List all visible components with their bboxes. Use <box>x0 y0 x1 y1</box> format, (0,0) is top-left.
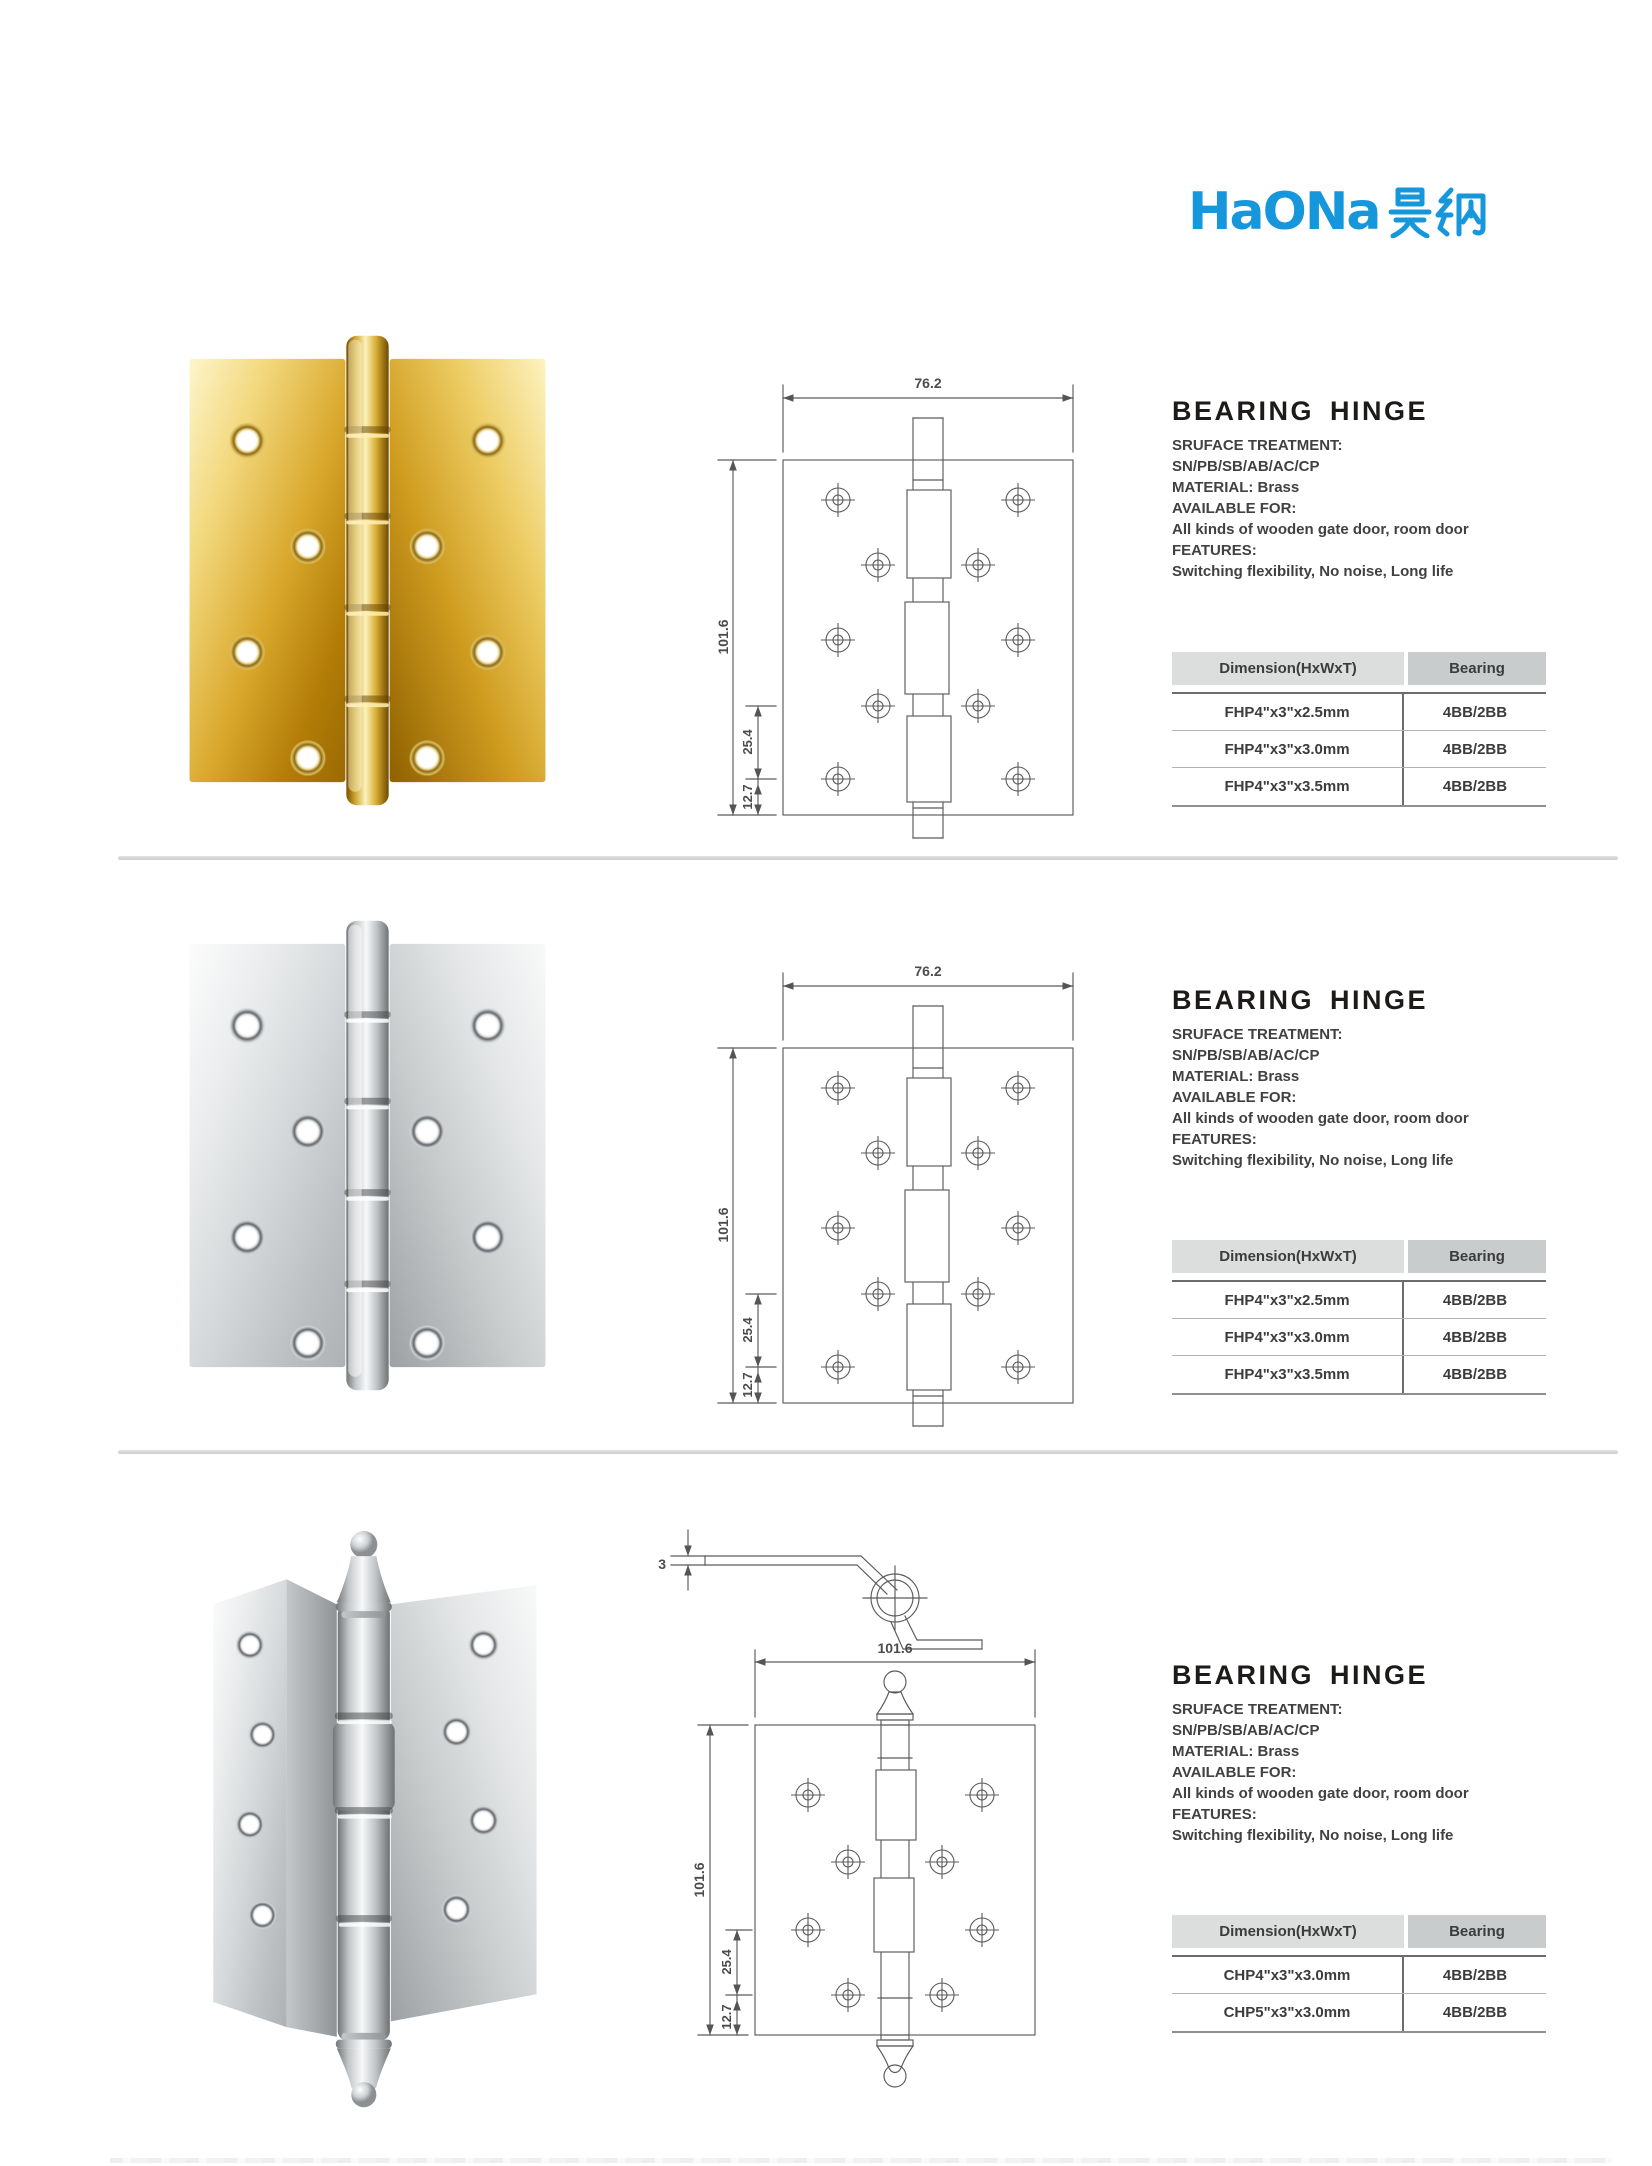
technical-drawing-crown-hinge <box>640 1490 1060 2110</box>
available-for-label: AVAILABLE FOR: <box>1172 500 1297 517</box>
table-row: FHP4"x3"x3.0mm 4BB/2BB <box>1172 731 1546 768</box>
dim-thickness: 3 <box>658 1556 666 1572</box>
col-header-bearing: Bearing <box>1408 1240 1546 1273</box>
page-bottom-cropped-content <box>110 2158 1612 2163</box>
dim-width: 76.2 <box>914 963 942 979</box>
available-for-value: All kinds of wooden gate door, room door <box>1172 521 1469 538</box>
drawing-front-view <box>691 1640 1035 2087</box>
spec-table-2 <box>1172 1240 1546 1395</box>
available-for-label: AVAILABLE FOR: <box>1172 1764 1297 1781</box>
section-title: BEARING HINGE <box>1172 396 1429 426</box>
dim-edge: 12.7 <box>740 1372 755 1398</box>
drawing-top-view <box>658 1530 982 1649</box>
dim-height: 101.6 <box>715 1207 731 1243</box>
dim-height: 101.6 <box>691 1862 707 1898</box>
features-label: FEATURES: <box>1172 542 1257 559</box>
dim-height: 101.6 <box>715 619 731 655</box>
section-title: BEARING HINGE <box>1172 985 1429 1015</box>
surface-treatment-label: SRUFACE TREATMENT: <box>1172 437 1343 454</box>
section-divider <box>118 1450 1618 1454</box>
product-photo-steel-hinge <box>175 915 560 1396</box>
available-for-label: AVAILABLE FOR: <box>1172 1089 1297 1106</box>
col-header-dimension: Dimension(HxWxT) <box>1172 1240 1404 1273</box>
material-line: MATERIAL: Brass <box>1172 479 1300 496</box>
table-row: FHP4"x3"x2.5mm 4BB/2BB <box>1172 694 1546 731</box>
table-row: FHP4"x3"x3.0mm 4BB/2BB <box>1172 1319 1546 1356</box>
table-row: FHP4"x3"x2.5mm 4BB/2BB <box>1172 1282 1546 1319</box>
technical-drawing-hinge-2 <box>688 928 1088 1428</box>
available-for-value: All kinds of wooden gate door, room door <box>1172 1785 1469 1802</box>
surface-treatment-value: SN/PB/SB/AB/AC/CP <box>1172 458 1320 475</box>
dim-pitch: 25.4 <box>740 1317 755 1343</box>
product-info-1 <box>1172 396 1632 582</box>
product-info-2 <box>1172 985 1632 1171</box>
surface-treatment-value: SN/PB/SB/AB/AC/CP <box>1172 1047 1320 1064</box>
surface-treatment-value: SN/PB/SB/AB/AC/CP <box>1172 1722 1320 1739</box>
table-row: FHP4"x3"x3.5mm 4BB/2BB <box>1172 768 1546 805</box>
spec-table-3 <box>1172 1915 1546 2033</box>
section-divider <box>118 856 1618 860</box>
material-line: MATERIAL: Brass <box>1172 1068 1300 1085</box>
dim-pitch: 25.4 <box>719 1949 734 1975</box>
surface-treatment-label: SRUFACE TREATMENT: <box>1172 1026 1343 1043</box>
product-photo-brass-hinge <box>175 330 560 811</box>
brand-logo-cn-glyphs <box>1385 186 1489 238</box>
available-for-value: All kinds of wooden gate door, room door <box>1172 1110 1469 1127</box>
features-value: Switching flexibility, No noise, Long life <box>1172 563 1454 580</box>
table-row: CHP4"x3"x3.0mm 4BB/2BB <box>1172 1957 1546 1994</box>
material-line: MATERIAL: Brass <box>1172 1743 1300 1760</box>
product-info-3 <box>1172 1660 1632 1846</box>
technical-drawing-hinge-1 <box>688 340 1088 840</box>
product-photo-crown-hinge <box>165 1500 580 2118</box>
surface-treatment-label: SRUFACE TREATMENT: <box>1172 1701 1343 1718</box>
spec-table-1 <box>1172 652 1546 807</box>
col-header-bearing: Bearing <box>1408 1915 1546 1948</box>
dim-width: 101.6 <box>877 1640 913 1656</box>
table-row: FHP4"x3"x3.5mm 4BB/2BB <box>1172 1356 1546 1393</box>
features-label: FEATURES: <box>1172 1806 1257 1823</box>
col-header-dimension: Dimension(HxWxT) <box>1172 1915 1404 1948</box>
col-header-dimension: Dimension(HxWxT) <box>1172 652 1404 685</box>
col-header-bearing: Bearing <box>1408 652 1546 685</box>
dim-pitch: 25.4 <box>740 729 755 755</box>
brand-logo-latin: HaONa <box>1188 182 1380 242</box>
brand-logo <box>1188 182 1489 242</box>
dim-width: 76.2 <box>914 375 942 391</box>
features-value: Switching flexibility, No noise, Long life <box>1172 1827 1454 1844</box>
dim-edge: 12.7 <box>740 784 755 810</box>
section-title: BEARING HINGE <box>1172 1660 1429 1690</box>
features-label: FEATURES: <box>1172 1131 1257 1148</box>
features-value: Switching flexibility, No noise, Long life <box>1172 1152 1454 1169</box>
dim-edge: 12.7 <box>719 2004 734 2030</box>
table-row: CHP5"x3"x3.0mm 4BB/2BB <box>1172 1994 1546 2031</box>
